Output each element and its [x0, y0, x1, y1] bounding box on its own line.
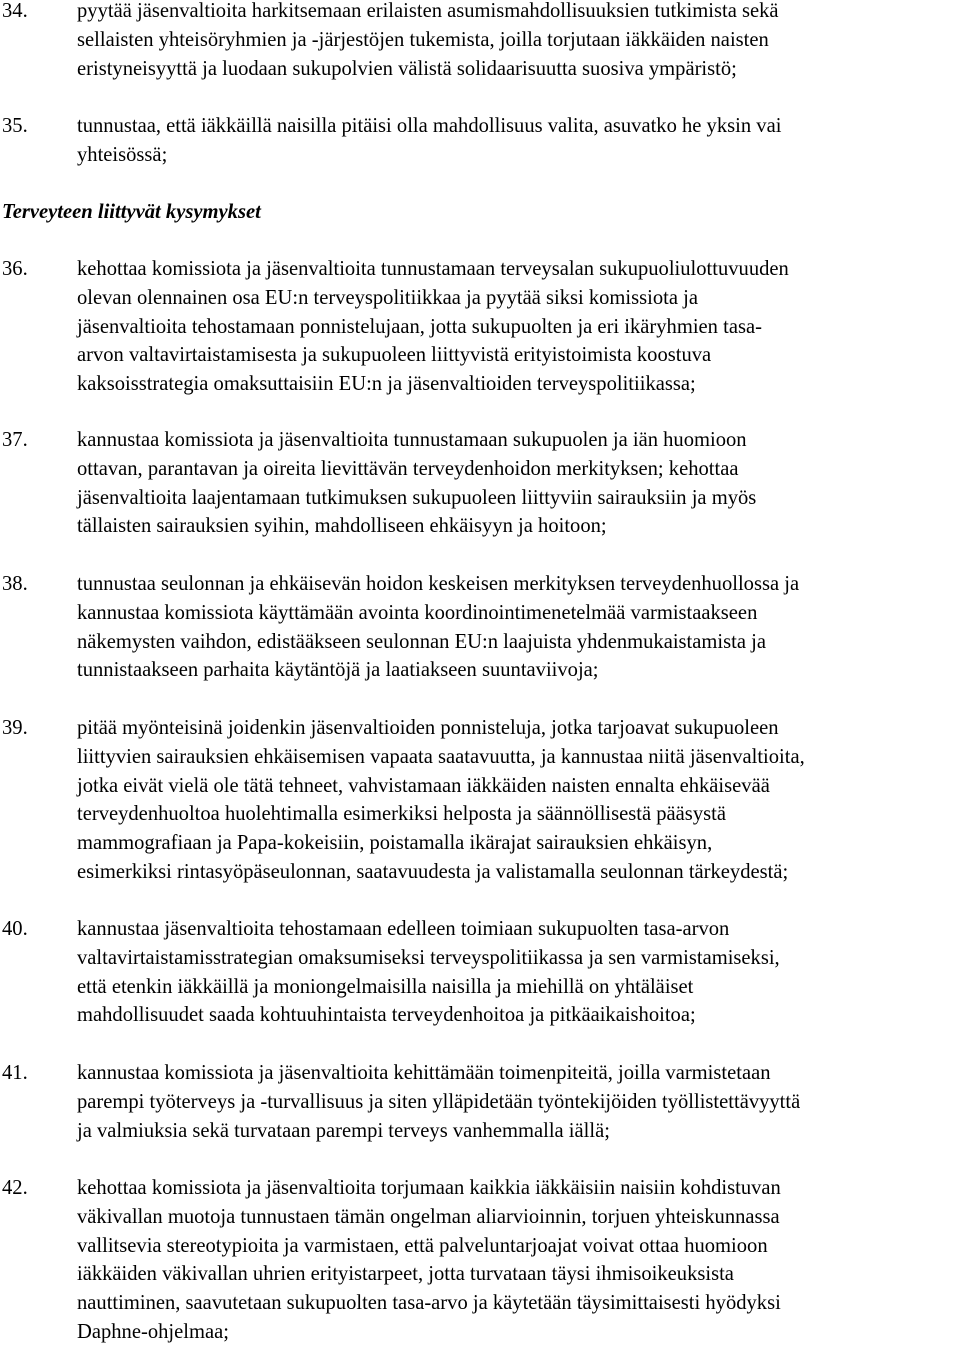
text-line: iäkkäiden väkivallan uhrien erityistarpeet, jotta turvataan täysi ihmisoikeuksista	[77, 1263, 734, 1286]
text-line: tällaisten sairauksien syihin, mahdolliseen ehkäisyyn ja hoitoon;	[77, 515, 607, 538]
text-line: sellaisten yhteisöryhmien ja -järjestöjen tukemista, joilla torjutaan iäkkäiden naisten	[77, 28, 769, 51]
paragraph-number: 41.	[2, 1062, 28, 1084]
paragraph-38	[2, 570, 958, 685]
text-line: jäsenvaltioita tehostamaan ponnistelujaan, jotta sukupuolten ja eri ikäryhmien tasa-	[77, 315, 762, 338]
text-line: liittyvien sairauksien ehkäisemisen vapaata saatavuutta, ja kannustaa niitä jäsenvaltioita,	[77, 745, 805, 768]
paragraph-number: 40.	[2, 918, 28, 940]
paragraph-number: 35.	[2, 115, 28, 137]
text-line: jäsenvaltioita laajentamaan tutkimuksen sukupuoleen liittyviin sairauksiin ja myös	[77, 486, 757, 509]
paragraph-number: 38.	[2, 573, 28, 595]
text-line: eristyneisyyttä ja luodaan sukupolvien välistä solidaarisuutta suosiva ympäristö;	[77, 57, 737, 80]
text-line: ja valmiuksia sekä turvataan parempi terveys vanhemmalla iällä;	[77, 1119, 610, 1142]
section-heading: Terveyteen liittyvät kysymykset	[2, 201, 261, 223]
paragraph-36	[2, 255, 958, 399]
text-line: tunnustaa, että iäkkäillä naisilla pitäisi olla mahdollisuus valita, asuvatko he yksin vai	[77, 115, 782, 137]
text-line: kannustaa jäsenvaltioita tehostamaan edelleen toimiaan sukupuolten tasa-arvon	[77, 918, 730, 940]
paragraph-text	[77, 112, 958, 170]
text-line: yhteisössä;	[77, 143, 168, 166]
paragraph-41	[2, 1059, 958, 1145]
text-line: kannustaa komissiota ja jäsenvaltioita tunnustamaan sukupuolen ja iän huomioon	[77, 429, 747, 451]
text-line: kannustaa komissiota käyttämään avointa koordinointimenetelmää varmistaakseen	[77, 601, 758, 624]
text-line: kehottaa komissiota ja jäsenvaltioita torjumaan kaikkia iäkkäisiin naisiin kohdistuvan	[77, 1177, 781, 1199]
paragraph-number: 37.	[2, 429, 28, 451]
paragraph-number: 39.	[2, 717, 28, 739]
paragraph-37	[2, 426, 958, 541]
text-line: näkemysten vaihdon, edistääkseen seulonnan EU:n laajuista yhdenmukaistamista ja	[77, 630, 766, 653]
text-line: terveydenhuoltoa huolehtimalla esimerkiksi helposta ja säännöllisestä pääsystä	[77, 803, 726, 826]
text-line: tunnustaa seulonnan ja ehkäisevän hoidon keskeisen merkityksen terveydenhuollossa ja	[77, 573, 800, 595]
text-line: tunnistaakseen parhaita käytäntöjä ja laatiakseen suuntaviivoja;	[77, 659, 599, 682]
text-line: pitää myönteisinä joidenkin jäsenvaltioiden ponnisteluja, jotka tarjoavat sukupuoleen	[77, 717, 779, 739]
paragraph-text	[77, 714, 958, 887]
text-line: kaksoisstrategia omaksuttaisiin EU:n ja jäsenvaltioiden terveyspolitiikassa;	[77, 373, 696, 396]
text-line: arvon valtavirtaistamisesta ja sukupuoleen liittyvistä erityistoimista koostuva	[77, 344, 712, 367]
paragraph-text	[77, 255, 958, 399]
text-line: ottavan, parantavan ja oireita lievittävän terveydenhoidon merkityksen; kehottaa	[77, 457, 739, 480]
paragraph-39	[2, 714, 958, 887]
paragraph-40	[2, 915, 958, 1030]
paragraph-number: 36.	[2, 258, 28, 280]
text-line: vallitsevia stereotypioita ja varmistaen, että palveluntarjoajat voivat ottaa huomioon	[77, 1234, 768, 1257]
paragraph-34	[2, 0, 958, 83]
text-line: olevan olennainen osa EU:n terveyspolitiikkaa ja pyytää siksi komissiota ja	[77, 286, 699, 309]
paragraph-35	[2, 112, 958, 170]
paragraph-42	[2, 1174, 958, 1347]
text-line: parempi työterveys ja -turvallisuus ja siten ylläpidetään työntekijöiden työllistettävyyttä	[77, 1090, 801, 1113]
paragraph-text	[77, 915, 958, 1030]
paragraph-text	[77, 426, 958, 541]
paragraph-text	[77, 1174, 958, 1347]
text-line: kannustaa komissiota ja jäsenvaltioita kehittämään toimenpiteitä, joilla varmistetaan	[77, 1062, 771, 1084]
paragraph-text	[77, 1059, 958, 1145]
text-line: mahdollisuudet saada kohtuuhintaista terveydenhoitoa ja pitkäaikaishoitoa;	[77, 1004, 696, 1027]
paragraph-number: 42.	[2, 1177, 28, 1199]
paragraph-number: 34.	[2, 0, 28, 22]
text-line: valtavirtaistamisstrategian omaksumiseksi terveyspolitiikassa ja sen varmistamiseksi,	[77, 946, 780, 969]
text-line: nauttiminen, saavutetaan sukupuolten tasa-arvo ja käytetään täysimittaisesti hyödyksi	[77, 1292, 781, 1315]
paragraph-text	[77, 570, 958, 685]
text-line: että etenkin iäkkäillä ja moniongelmaisilla naisilla ja miehillä on yhtäläiset	[77, 975, 694, 998]
text-line: mammografiaan ja Papa-kokeisiin, poistamalla ikärajat sairauksien ehkäisyn,	[77, 832, 713, 855]
text-line: väkivallan muotoja tunnustaen tämän ongelman aliarvioinnin, torjuen yhteiskunnassa	[77, 1205, 780, 1228]
text-line: Daphne-ohjelmaa;	[77, 1320, 229, 1343]
paragraph-text	[77, 0, 958, 83]
text-line: jotka eivät vielä ole tätä tehneet, vahvistamaan iäkkäiden naisten ennalta ehkäisevää	[77, 774, 770, 797]
text-line: esimerkiksi rintasyöpäseulonnan, saatavuudesta ja valistamalla seulonnan tärkeydestä;	[77, 860, 789, 883]
text-line: kehottaa komissiota ja jäsenvaltioita tunnustamaan terveysalan sukupuoliulottuvuuden	[77, 258, 789, 280]
text-line: pyytää jäsenvaltioita harkitsemaan erilaisten asumismahdollisuuksien tutkimista sekä	[77, 0, 779, 22]
